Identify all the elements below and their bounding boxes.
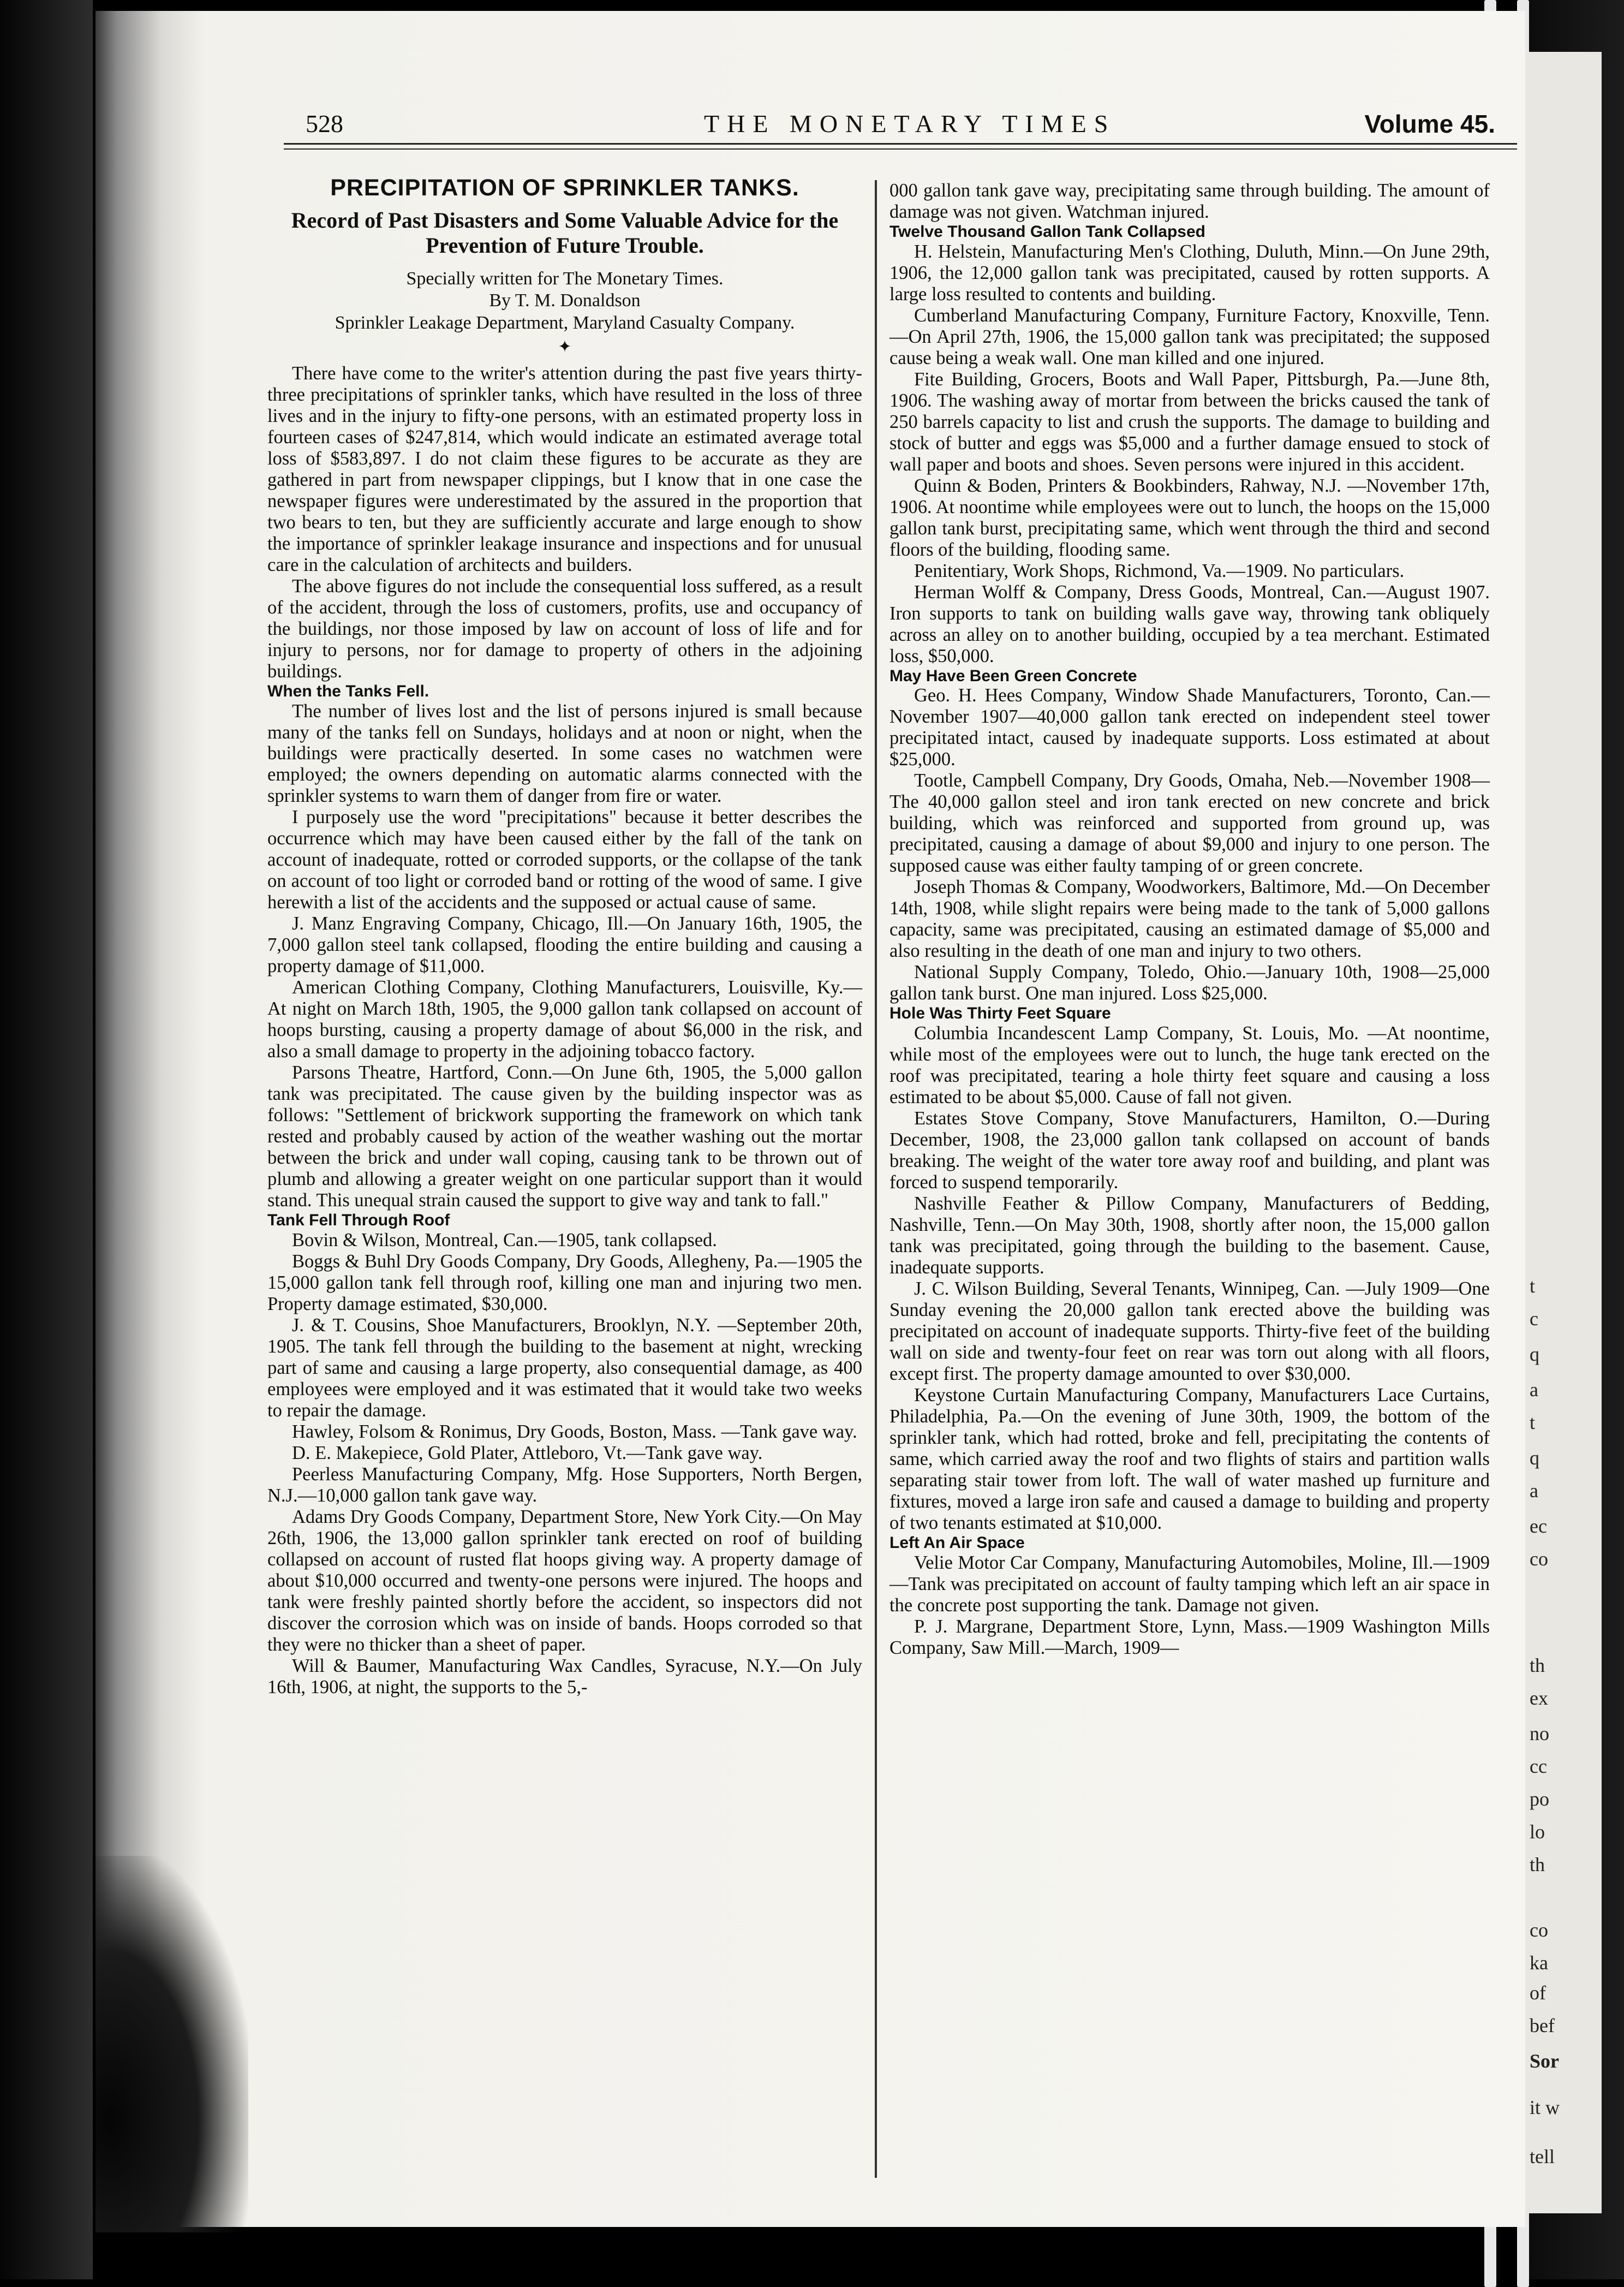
section-heading: When the Tanks Fell.: [267, 682, 429, 700]
article-subtitle: Record of Past Disasters and Some Valuable Advice for the Prevention of Future Trouble.: [291, 207, 839, 258]
edge-text: co: [1530, 1919, 1548, 1941]
paragraph: Keystone Curtain Manufacturing Company, Manufacturers Lace Curtains, Philadelphia, Pa.—On the evening of June 30th, 1909, the bottom of the sprinkler tank, which had rotted, broke and fell, precipitating the contents of same, which carried away the roof and two flights of stairs and partition walls separating stair tower from loft. The wall of water mashed up furniture and fixtures, moved a large iron safe and caused a damage to building and property of two tenants estimated at $10,000.: [889, 1384, 1490, 1533]
edge-text: t: [1530, 1411, 1536, 1433]
adjacent-page-edge: [1525, 52, 1602, 2213]
paragraph: Hawley, Folsom & Ronimus, Dry Goods, Boston, Mass. —Tank gave way.: [292, 1421, 857, 1442]
paragraph: Parsons Theatre, Hartford, Conn.—On June 6th, 1905, the 5,000 gallon tank was precipitated. The cause given by the building inspector was as follows: "Settlement of brickwork supporting the framework on which tank rested and probably caused by action of the weather washing out the mortar between the brick and under wall coping, causing tank to be thrown out of plumb and allowing a greater weight on one particular support than it would stand. This unequal strain caused the support to give way and tank to fall.": [267, 1062, 862, 1211]
section-heading: May Have Been Green Concrete: [889, 666, 1137, 685]
edge-text: of: [1530, 1982, 1546, 2004]
edge-text: q: [1530, 1343, 1539, 1365]
paragraph: Penitentiary, Work Shops, Richmond, Va.—1909. No particulars.: [914, 560, 1405, 581]
paragraph: J. & T. Cousins, Shoe Manufacturers, Brooklyn, N.Y. —September 20th, 1905. The tank fell through the building to the basement at night, wrecking part of same and causing a large property, also consequential damage, as 400 employees were employed and it was estimated that it would take two weeks to repair the damage.: [267, 1314, 862, 1421]
right-column: [889, 180, 1490, 1659]
paragraph: The above figures do not include the consequential loss suffered, as a result of the accident, through the loss of customers, profits, use and occupancy of the buildings, nor those imposed by law on account of loss of life and for injury to persons, nor for damage to property of others in the adjoining buildings.: [267, 575, 862, 682]
volume-label: Volume 45.: [1364, 110, 1495, 138]
paragraph: Peerless Manufacturing Company, Mfg. Hose Supporters, North Bergen, N.J.—10,000 gallon tank gave way.: [267, 1463, 862, 1506]
paragraph: Quinn & Boden, Printers & Bookbinders, Rahway, N.J. —November 17th, 1906. At noontime while employees were out to lunch, the hoops on the 15,000 gallon tank burst, precipitating same, which went through the third and second floors of the building, flooding same.: [889, 475, 1490, 560]
edge-text: co: [1530, 1548, 1548, 1570]
byline: By T. M. Donaldson: [489, 290, 641, 311]
paragraph: I purposely use the word "precipitations" because it better describes the occurrence which may have been caused either by the fall of the tank on account of inadequate, rotted or corroded supports, or the collapse of the tank on account of too light or corroded band or rotting of the wood of same. I give herewith a list of the accidents and the supposed or actual cause of same.: [267, 807, 862, 913]
section-heading: Hole Was Thirty Feet Square: [889, 1004, 1111, 1023]
column-divider: [875, 180, 877, 2178]
paragraph: 000 gallon tank gave way, precipitating same through building. The amount of damage was not given. Watchman injured.: [889, 180, 1490, 222]
paragraph: Fite Building, Grocers, Boots and Wall Paper, Pittsburgh, Pa.—June 8th, 1906. The washing away of mortar from between the bricks caused the tank of 250 barrels capacity to list and crush the supports. The damage to building and stock of butter and eggs was $5,000 and a further damage ensued to stock of wall paper and boots and shoes. Seven persons were injured in this accident.: [889, 368, 1490, 475]
edge-text: lo: [1530, 1821, 1545, 1843]
paragraph: Herman Wolff & Company, Dress Goods, Montreal, Can.—August 1907. Iron supports to tank on building walls gave way, throwing tank obliquely across an alley on to another building, occupied by a tea merchant. Estimated loss, $50,000.: [889, 581, 1490, 666]
paragraph: Boggs & Buhl Dry Goods Company, Dry Goods, Allegheny, Pa.—1905 the 15,000 gallon tank fell through roof, killing one man and injuring two men. Property damage estimated, $30,000.: [267, 1251, 862, 1314]
edge-text: no: [1530, 1723, 1549, 1744]
paragraph: Tootle, Campbell Company, Dry Goods, Omaha, Neb.—November 1908—The 40,000 gallon steel and iron tank erected on new concrete and brick building, which was reinforced and supported from ground up, was precipitated, causing a damage of about $9,000 and injury to one person. The supposed cause was either faulty tamping of or green concrete.: [889, 770, 1490, 877]
paragraph: Velie Motor Car Company, Manufacturing Automobiles, Moline, Ill.—1909—Tank was precipitated on account of faulty tamping which left an air space in the concrete post supporting the tank. Damage not given.: [889, 1552, 1490, 1616]
edge-text: a: [1530, 1379, 1538, 1401]
paragraph: Adams Dry Goods Company, Department Store, New York City.—On May 26th, 1906, the 13,000 gallon sprinkler tank erected on roof of building collapsed on account of rusted flat hoops giving way. A property damage of about $10,000 occurred and twenty-one persons were injured. The hoops and tank were freshly painted shortly before the accident, so inspectors did not discover the corrosion which was on inside of bands. Hoops corroded so that they were no thicker than a sheet of paper.: [267, 1506, 862, 1655]
edge-text: a: [1530, 1480, 1538, 1502]
binding-shadow: [95, 1856, 248, 2232]
paragraph: The number of lives lost and the list of persons injured is small because many of the tanks fell on Sundays, holidays and at noon or night, when the buildings were practically deserted. In some cases no watchmen were employed; the owners depending on automatic alarms connected with the sprinkler systems to warn them of danger from fire or water.: [267, 700, 862, 807]
header-rule: [284, 148, 1517, 150]
section-heading: Left An Air Space: [889, 1533, 1025, 1552]
film-border-left: [0, 0, 93, 2279]
edge-text: it w: [1530, 2097, 1560, 2118]
edge-text: c: [1530, 1308, 1538, 1330]
byline: Sprinkler Leakage Department, Maryland Casualty Company.: [335, 313, 795, 333]
paragraph: There have come to the writer's attention during the past five years thirty-three precipitations of sprinkler tanks, which have resulted in the loss of three lives and in the injury to fifty-one persons, with an estimated property loss in fourteen cases of $247,814, which would indicate an estimated average total loss of $583,897. I do not claim these figures to be accurate as they are gathered in part from newspaper clippings, but I know that in one case the newspaper figures were underestimated by the assured in the proportion that two bears to ten, but they are sufficiently accurate and large enough to show the importance of sprinkler leakage insurance and inspections and for unusual care in the calculation of architects and builders.: [267, 362, 862, 575]
edge-text: po: [1530, 1788, 1549, 1810]
paragraph: Cumberland Manufacturing Company, Furniture Factory, Knoxville, Tenn.—On April 27th, 1906, the 15,000 gallon tank was precipitated; the supposed cause being a weak wall. One man killed and one injured.: [889, 305, 1490, 368]
paragraph: J. C. Wilson Building, Several Tenants, Winnipeg, Can. —July 1909—One Sunday evening the 20,000 gallon tank erected above the building was precipitated on account of inadequate supports. Thirty-five feet of the building wall on side and twenty-four feet on rear was torn out along with all floors, except first. The property damage amounted to over $30,000.: [889, 1278, 1490, 1384]
byline: Specially written for The Monetary Times.: [406, 268, 724, 289]
edge-text: ex: [1530, 1687, 1548, 1709]
section-heading: Tank Fell Through Roof: [267, 1211, 450, 1230]
paragraph: National Supply Company, Toledo, Ohio.—January 10th, 1908—25,000 gallon tank burst. One man injured. Loss $25,000.: [889, 962, 1490, 1004]
edge-text: q: [1530, 1447, 1539, 1469]
page-header: [306, 109, 1495, 147]
edge-text: ec: [1530, 1515, 1547, 1537]
masthead: THE MONETARY TIMES: [704, 110, 1116, 138]
article-title: PRECIPITATION OF SPRINKLER TANKS.: [330, 175, 799, 201]
edge-text: cc: [1530, 1755, 1547, 1777]
ornament: ✦: [558, 337, 572, 356]
paragraph: Will & Baumer, Manufacturing Wax Candles, Syracuse, N.Y.—On July 16th, 1906, at night, the supports to the 5,-: [267, 1655, 862, 1698]
paragraph: American Clothing Company, Clothing Manufacturers, Louisville, Ky.—At night on March 18th, 1905, the 9,000 gallon tank collapsed on account of hoops bursting, causing a property damage of about $6,000 in the risk, and also a small damage to property in the adjoining tobacco factory.: [267, 977, 862, 1062]
edge-text: Sor: [1530, 2050, 1559, 2072]
paragraph: Nashville Feather & Pillow Company, Manufacturers of Bedding, Nashville, Tenn.—On May 30th, 1908, shortly after noon, the 15,000 gallon tank was precipitated, going through the building to the basement. Cause, inadequate supports.: [889, 1193, 1490, 1278]
edge-text: tell: [1530, 2146, 1555, 2167]
paragraph: H. Helstein, Manufacturing Men's Clothing, Duluth, Minn.—On June 29th, 1906, the 12,000 gallon tank was precipitated, caused by rotten supports. A large loss resulted to contents and building.: [889, 241, 1490, 305]
paragraph: Estates Stove Company, Stove Manufacturers, Hamilton, O.—During December, 1908, the 23,000 gallon tank collapsed on account of bands breaking. The weight of the water tore away roof and building, and plant was forced to suspend temporarily.: [889, 1108, 1490, 1193]
paragraph: Geo. H. Hees Company, Window Shade Manufacturers, Toronto, Can.—November 1907—40,000 gallon tank erected on independent steel tower precipitated intact, caused by inadequate supports. Loss estimated at about $25,000.: [889, 685, 1490, 770]
paragraph: Columbia Incandescent Lamp Company, St. Louis, Mo. —At noontime, while most of the employees were out to lunch, the huge tank erected on the roof was precipitated, tearing a hole thirty feet square and causing a loss estimated to be about $5,000. Cause of fall not given.: [889, 1023, 1490, 1108]
edge-text: bef: [1530, 2015, 1555, 2036]
paragraph: P. J. Margrane, Department Store, Lynn, Mass.—1909 Washington Mills Company, Saw Mill.—March, 1909—: [889, 1616, 1490, 1658]
page-number: 528: [306, 110, 343, 138]
header-rule: [284, 143, 1517, 145]
paragraph: Joseph Thomas & Company, Woodworkers, Baltimore, Md.—On December 14th, 1908, while slight repairs were being made to the tank of 5,000 gallons capacity, same was precipitated, causing an estimated damage of $5,000 and also resulting in the death of one man and injury to two others.: [889, 877, 1490, 962]
edge-text: th: [1530, 1654, 1545, 1676]
paragraph: D. E. Makepiece, Gold Plater, Attleboro, Vt.—Tank gave way.: [292, 1442, 763, 1463]
left-column: [267, 175, 862, 1698]
paragraph: Bovin & Wilson, Montreal, Can.—1905, tank collapsed.: [292, 1230, 717, 1251]
edge-text: t: [1530, 1275, 1536, 1297]
edge-text: th: [1530, 1854, 1545, 1875]
section-heading: Twelve Thousand Gallon Tank Collapsed: [889, 222, 1205, 241]
paragraph: J. Manz Engraving Company, Chicago, Ill.—On January 16th, 1905, the 7,000 gallon steel tank collapsed, flooding the entire building and causing a property damage of $11,000.: [267, 913, 862, 977]
edge-text: ka: [1530, 1952, 1548, 1974]
